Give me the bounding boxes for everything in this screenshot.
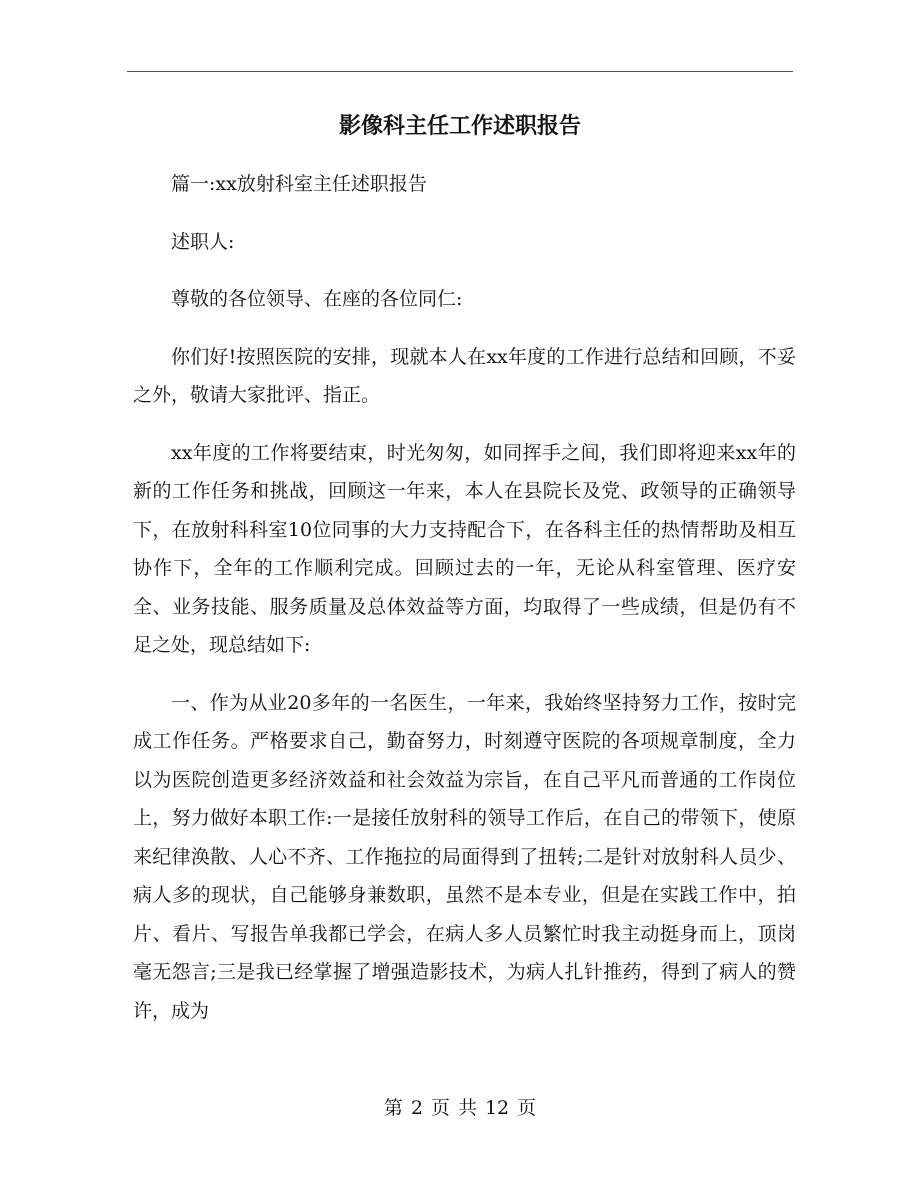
footer-suffix: 页 — [517, 1097, 537, 1119]
salutation: 尊敬的各位领导、在座的各位同仁: — [171, 288, 463, 310]
body-paragraph: 你们好!按照医院的安排，现就本人在xx年度的工作进行总结和回顾，不妥之外，敬请大家批评、指正。 — [133, 345, 796, 406]
footer-total-word: 共 — [457, 1097, 477, 1119]
total-pages-number: 12 — [484, 1097, 510, 1119]
document-body — [133, 165, 796, 1049]
section-heading: 篇一:xx放射科室主任述职报告 — [171, 173, 427, 195]
header-rule — [127, 71, 793, 72]
body-paragraph: xx年度的工作将要结束，时光匆匆，如同挥手之间，我们即将迎来xx年的新的工作任务和挑战，回顾这一年来，本人在县院长及党、政领导的正确领导下，在放射科科室10位同事的大力支持配合下，在各科主任的热情帮助及相互协作下，全年的工作顺利完成。回顾过去的一年，无论从科室管理、医疗安全、业务技能、服务质量及总体效益等方面，均取得了一些成绩，但是仍有不足之处，现总结如下: — [133, 441, 796, 656]
footer-page-word: 页 — [430, 1097, 450, 1119]
body-paragraph: 一、作为从业20多年的一名医生，一年来，我始终坚持努力工作，按时完成工作任务。严格要求自己，勤奋努力，时刻遵守医院的各项规章制度，全力以为医院创造更多经济效益和社会效益为宗旨，在自己平凡而普通的工作岗位上，努力做好本职工作:一是接任放射科的领导工作后，在自己的带领下，使原来纪律涣散、人心不齐、工作拖拉的局面得到了扭转;二是针对放射科人员少、病人多的现状，自己能够身兼数职，虽然不是本专业，但是在实践工作中，拍片、看片、写报告单我都已学会，在病人多人员繁忙时我主动挺身而上，顶岗毫无怨言;三是我已经掌握了增强造影技术，为病人扎针推药，得到了病人的赞许，成为 — [133, 691, 796, 1022]
reporter-line: 述职人: — [171, 230, 235, 253]
footer-prefix: 第 — [383, 1097, 403, 1119]
current-page-number: 2 — [410, 1097, 423, 1119]
document-title: 影像科主任工作述职报告 — [338, 113, 581, 139]
page-number-footer — [0, 1093, 920, 1123]
